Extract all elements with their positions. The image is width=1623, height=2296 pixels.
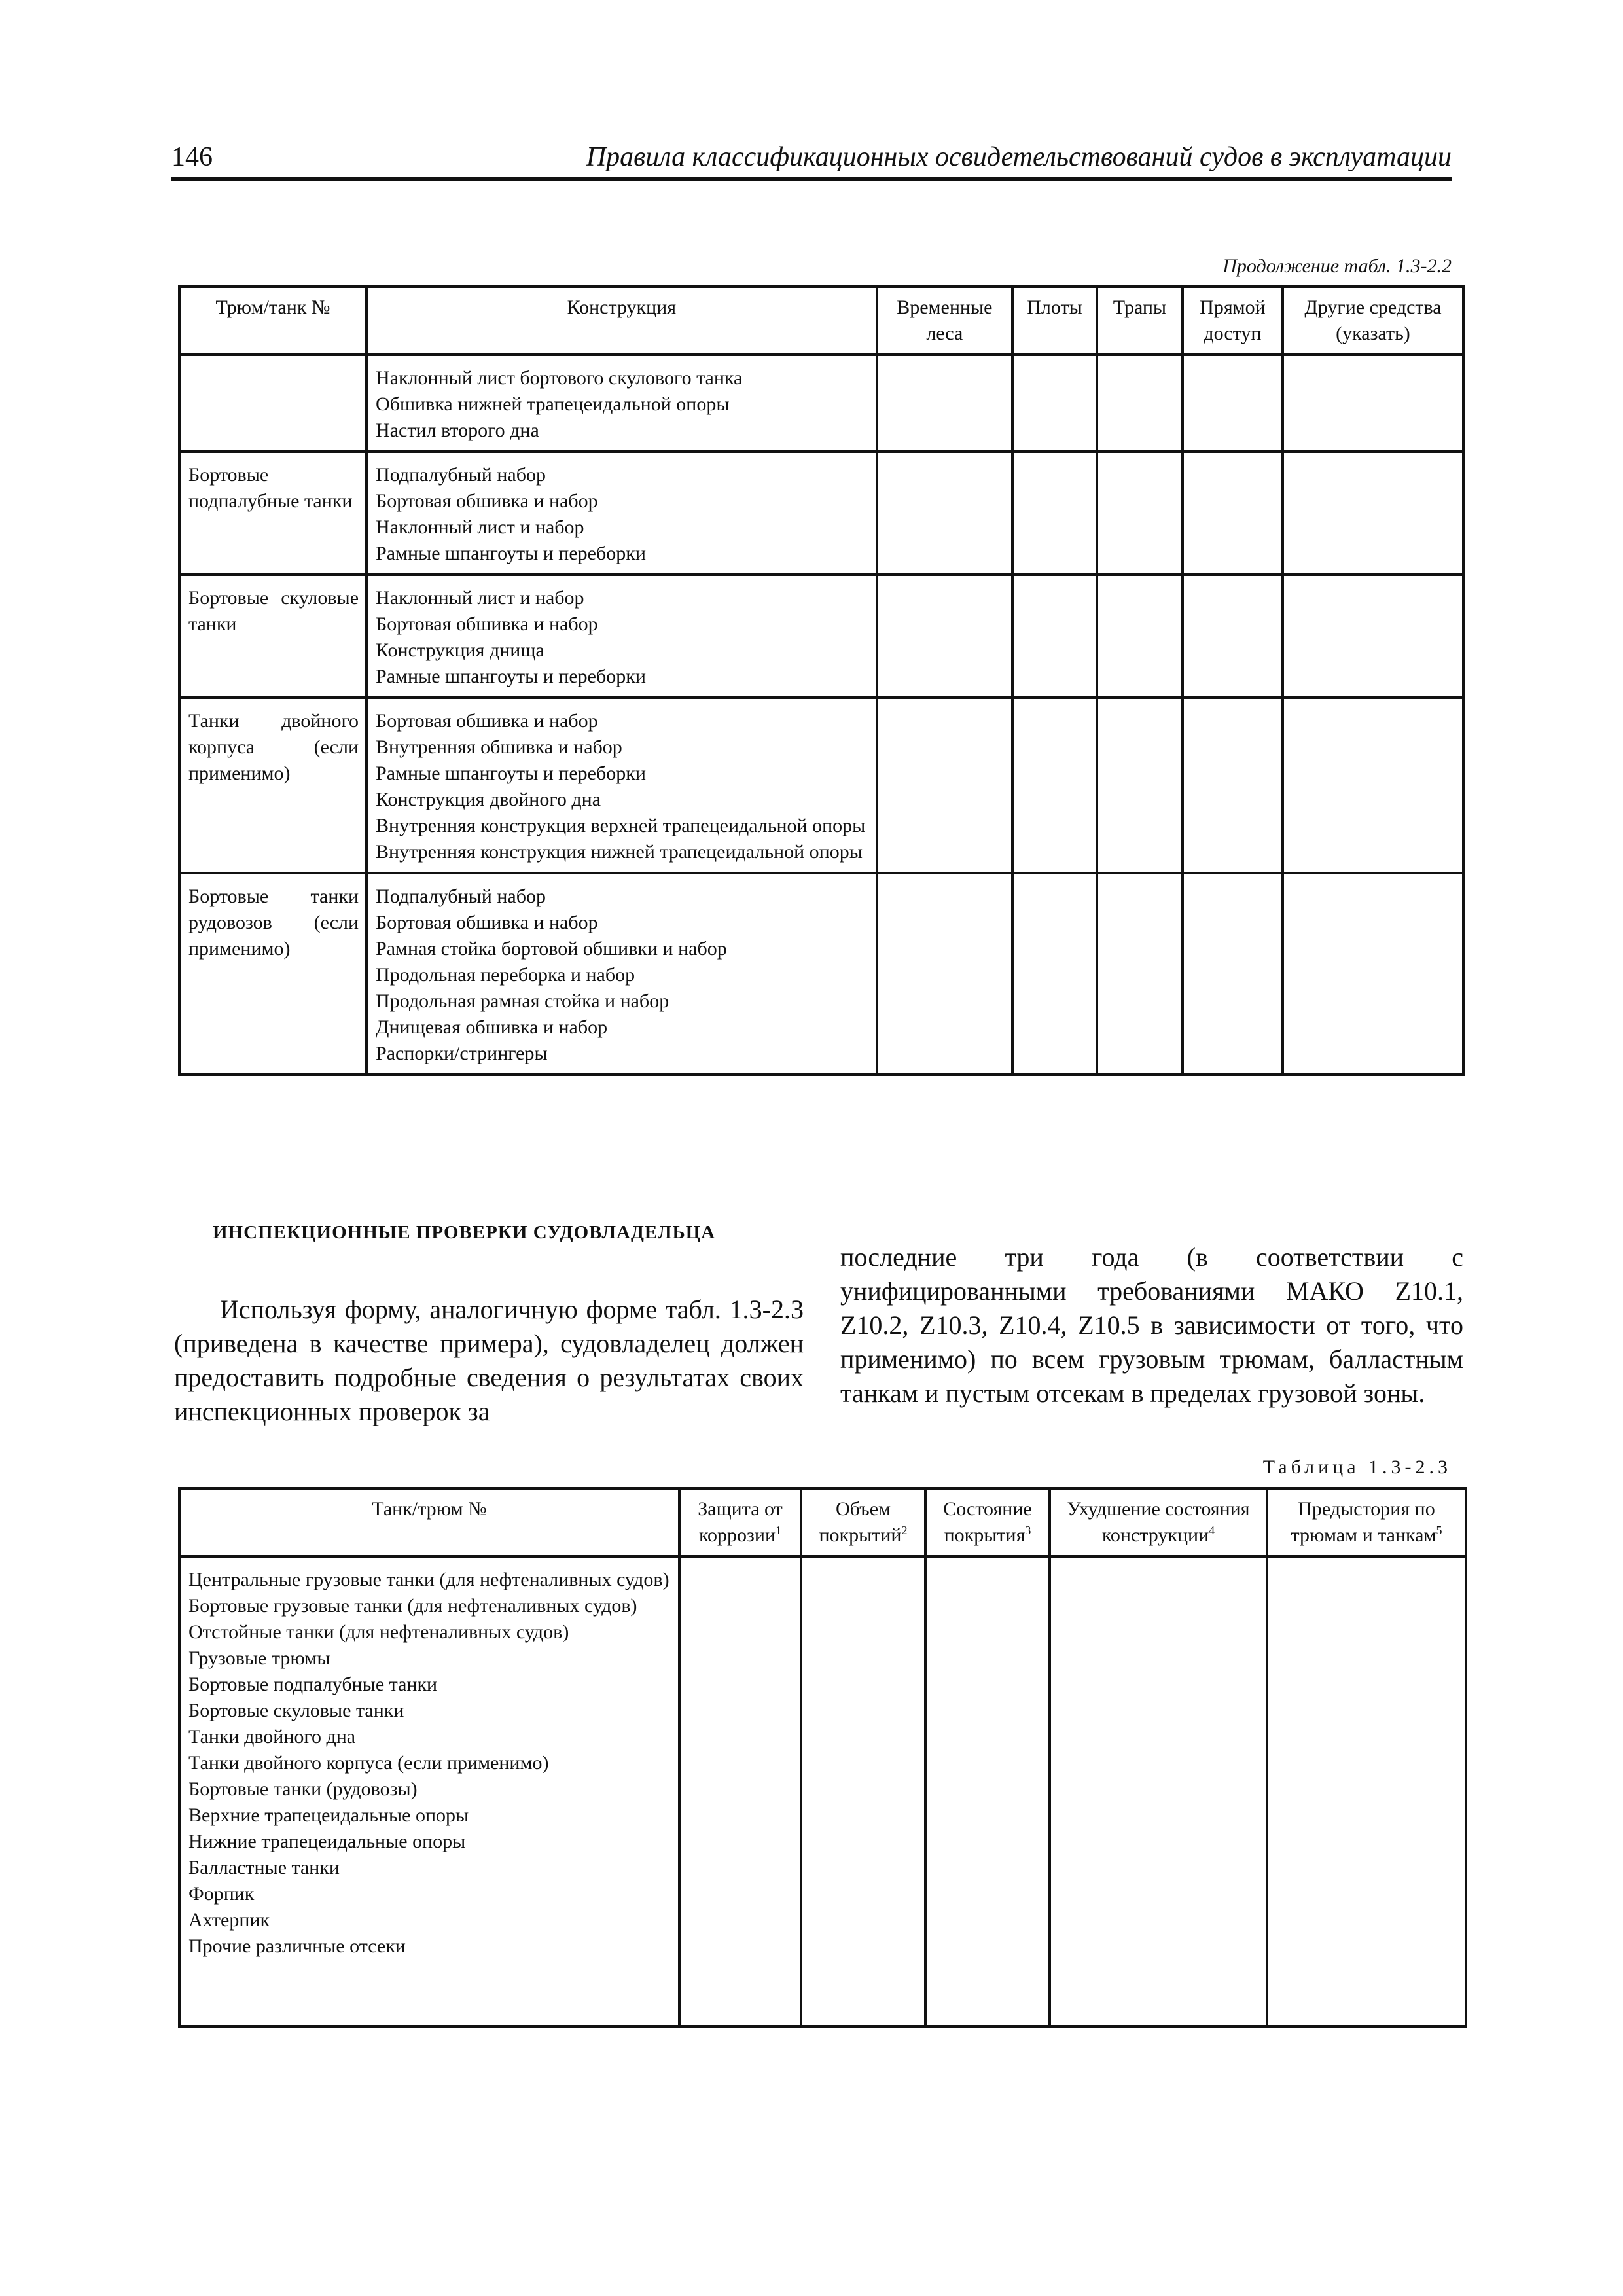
table1-caption: Продолжение табл. 1.3-2.2 <box>1222 255 1452 277</box>
list-item: Центральные грузовые танки (для нефтеналивных судов) <box>188 1569 669 1590</box>
table-cell <box>1267 1556 1466 2026</box>
list-item: Верхние трапецеидальные опоры <box>188 1804 469 1826</box>
row-label: Бортовые подпалубные танки <box>179 452 366 575</box>
table-cell <box>801 1556 925 2026</box>
table-cell <box>1097 873 1183 1075</box>
table-cell <box>925 1556 1050 2026</box>
table2-header-row <box>179 1488 1466 1556</box>
table-cell <box>1283 873 1463 1075</box>
table-cell <box>1012 575 1097 698</box>
list-item: Бортовые подпалубные танки <box>188 1674 438 1695</box>
table-cell <box>877 355 1012 452</box>
header-rule <box>171 177 1452 181</box>
table1-body <box>179 355 1463 1075</box>
table2-caption: Таблица 1.3-2.3 <box>1262 1456 1452 1478</box>
structure-item: Бортовая обшивка и набор <box>376 912 598 933</box>
structure-item: Подпалубный набор <box>376 464 546 486</box>
header-text: Защита от коррозии <box>698 1498 783 1546</box>
list-item: Форпик <box>188 1883 255 1905</box>
structure-item: Обшивка нижней трапецеидальной опоры <box>376 393 730 415</box>
row-label <box>179 355 366 452</box>
header-text: Предыстория по трюмам и танкам <box>1291 1498 1436 1546</box>
table-cell <box>1050 1556 1267 2026</box>
section-title: ИНСПЕКЦИОННЫЕ ПРОВЕРКИ СУДОВЛАДЕЛЬЦА <box>213 1222 716 1243</box>
list-item: Балластные танки <box>188 1857 340 1878</box>
table-cell <box>1183 575 1283 698</box>
running-title: Правила классификационных освидетельствований судов в эксплуатации <box>586 142 1452 172</box>
table2-list-cell <box>179 1556 679 2026</box>
structure-item: Внутренняя обшивка и набор <box>376 736 622 758</box>
table-row <box>179 873 1463 1075</box>
paragraph-left: Используя форму, аналогичную форме табл. 1.3-2.3 (приведена в качестве примера), судовладелец должен предоставить подробные сведения о результатах своих инспекционных проверок за <box>174 1295 804 1426</box>
table-cell <box>1012 355 1097 452</box>
header-text: Состояние покрытия <box>943 1498 1032 1546</box>
table-row <box>179 698 1463 873</box>
structure-item: Продольная рамная стойка и набор <box>376 990 669 1012</box>
table-cell <box>1283 698 1463 873</box>
structure-item: Рамные шпангоуты и переборки <box>376 762 646 784</box>
structure-item: Бортовая обшивка и набор <box>376 613 598 635</box>
footnote-marker: 1 <box>776 1524 781 1537</box>
structure-item: Наклонный лист и набор <box>376 587 584 609</box>
structure-item: Подпалубный набор <box>376 886 546 907</box>
list-item: Грузовые трюмы <box>188 1647 330 1669</box>
table1-header: Плоты <box>1012 287 1097 355</box>
table-cell <box>1283 575 1463 698</box>
structure-item: Распорки/стрингеры <box>376 1043 548 1064</box>
table-cell <box>1183 355 1283 452</box>
header-text: Танк/трюм № <box>372 1498 487 1520</box>
structure-item: Внутренняя конструкция верхней трапецеидальной опоры <box>376 815 866 836</box>
table-row <box>179 452 1463 575</box>
list-item: Танки двойного дна <box>188 1726 356 1748</box>
table-cell <box>1183 452 1283 575</box>
table-row <box>179 575 1463 698</box>
table-cell <box>1012 452 1097 575</box>
structure-item: Конструкция днища <box>376 639 544 661</box>
footnote-marker: 5 <box>1436 1524 1442 1537</box>
structure-item: Конструкция двойного дна <box>376 789 601 810</box>
row-label: Танки двойного корпуса (если применимо) <box>179 698 366 873</box>
list-item: Нижние трапецеидальные опоры <box>188 1831 466 1852</box>
table-cell <box>679 1556 801 2026</box>
table-cell <box>1012 698 1097 873</box>
table1-header: Прямой доступ <box>1183 287 1283 355</box>
list-item: Бортовые скуловые танки <box>188 1700 404 1721</box>
table2-header <box>801 1488 925 1556</box>
structure-item: Бортовая обшивка и набор <box>376 490 598 512</box>
table2-header <box>1267 1488 1466 1556</box>
footnote-marker: 3 <box>1025 1524 1031 1537</box>
page-number: 146 <box>171 142 213 172</box>
table1-header: Трапы <box>1097 287 1183 355</box>
table-cell <box>1012 873 1097 1075</box>
table1-header: Временные леса <box>877 287 1012 355</box>
structure-cell <box>366 698 877 873</box>
structure-item: Рамные шпангоуты и переборки <box>376 543 646 564</box>
list-item: Бортовые грузовые танки (для нефтеналивных судов) <box>188 1595 637 1617</box>
footnote-marker: 4 <box>1209 1524 1215 1537</box>
table-row <box>179 355 1463 452</box>
structure-item: Рамные шпангоуты и переборки <box>376 666 646 687</box>
structure-item: Рамная стойка бортовой обшивки и набор <box>376 938 727 960</box>
table1 <box>178 285 1465 1076</box>
table1-header: Другие средства (указать) <box>1283 287 1463 355</box>
table-cell <box>877 873 1012 1075</box>
table-row <box>179 1556 1466 2026</box>
list-item: Танки двойного корпуса (если применимо) <box>188 1752 549 1774</box>
table-cell <box>1097 355 1183 452</box>
table-cell <box>1097 452 1183 575</box>
header-text: Объем покрытий <box>819 1498 902 1546</box>
table2 <box>178 1487 1467 2028</box>
table-cell <box>877 452 1012 575</box>
structure-item: Бортовая обшивка и набор <box>376 710 598 732</box>
list-item: Прочие различные отсеки <box>188 1935 406 1957</box>
table2-header <box>679 1488 801 1556</box>
header-text: Ухудшение состояния конструкции <box>1067 1498 1250 1546</box>
list-item: Ахтерпик <box>188 1909 270 1931</box>
table-cell <box>1183 873 1283 1075</box>
list-item: Бортовые танки (рудовозы) <box>188 1778 418 1800</box>
table-cell <box>1097 698 1183 873</box>
table1-header: Конструкция <box>366 287 877 355</box>
table-cell <box>1183 698 1283 873</box>
table2-header <box>179 1488 679 1556</box>
structure-item: Внутренняя конструкция нижней трапецеидальной опоры <box>376 841 863 863</box>
structure-item: Наклонный лист бортового скулового танка <box>376 367 743 389</box>
structure-item: Наклонный лист и набор <box>376 516 584 538</box>
table-cell <box>877 698 1012 873</box>
footnote-marker: 2 <box>901 1524 908 1537</box>
structure-cell <box>366 873 877 1075</box>
row-label: Бортовые танки рудовозов (если применимо) <box>179 873 366 1075</box>
structure-cell <box>366 575 877 698</box>
structure-cell <box>366 355 877 452</box>
list-item: Отстойные танки (для нефтеналивных судов) <box>188 1621 569 1643</box>
structure-item: Настил второго дна <box>376 420 539 441</box>
structure-item: Продольная переборка и набор <box>376 964 635 986</box>
table-cell <box>877 575 1012 698</box>
table1-header-row <box>179 287 1463 355</box>
table2-header <box>1050 1488 1267 1556</box>
row-label: Бортовые скуловые танки <box>179 575 366 698</box>
structure-item: Днищевая обшивка и набор <box>376 1016 608 1038</box>
table1-header: Трюм/танк № <box>179 287 366 355</box>
paragraph-right: последние три года (в соответствии с унифицированными требованиями МАКО Z10.1, Z10.2, Z10.3, Z10.4, Z10.5 в зависимости от того, что применимо) по всем грузовым трюмам, балластным танкам и пустым отсекам в пределах грузовой зоны. <box>840 1242 1463 1408</box>
structure-cell <box>366 452 877 575</box>
table-cell <box>1283 355 1463 452</box>
table-cell <box>1097 575 1183 698</box>
table-cell <box>1283 452 1463 575</box>
table2-header <box>925 1488 1050 1556</box>
